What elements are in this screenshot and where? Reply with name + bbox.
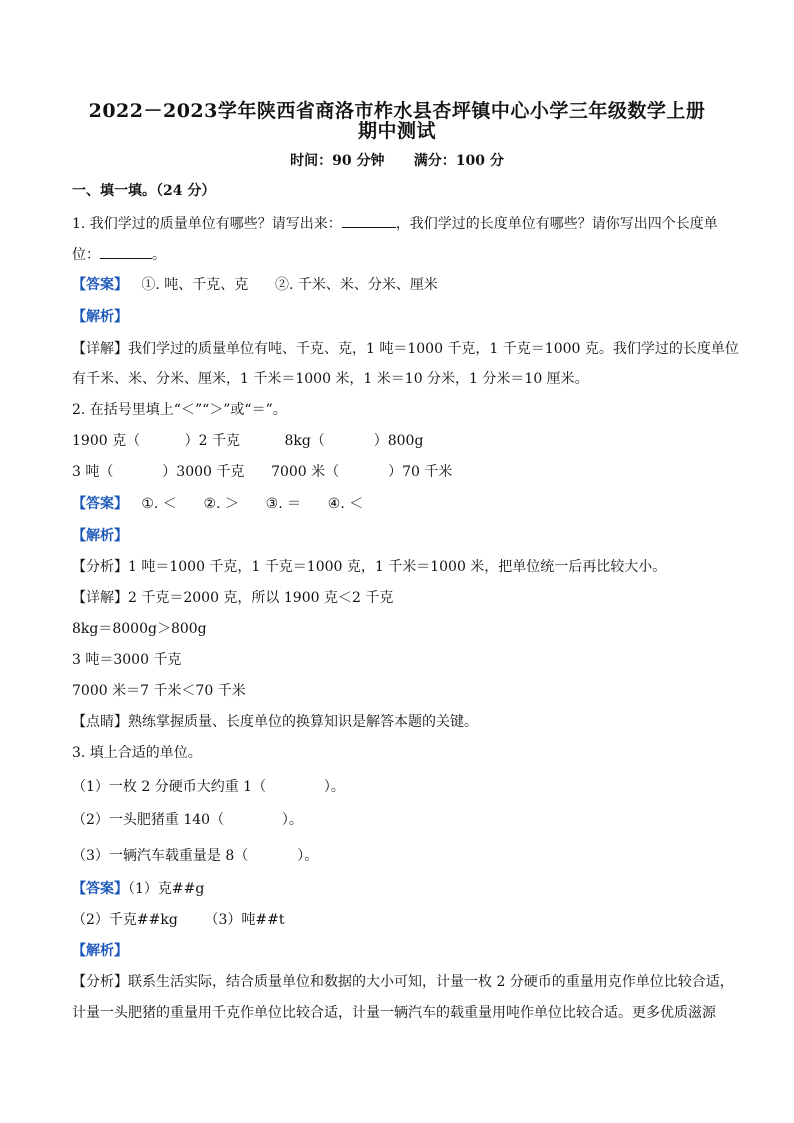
q2-analysis	[72, 527, 732, 545]
section-heading: 一、填一填。（24 分）	[72, 183, 216, 199]
answer-tag: 【答案】	[72, 881, 128, 897]
q2-answer	[72, 495, 732, 513]
q3-answer-line-1	[72, 880, 732, 898]
fenxi-tag: 【分析】	[72, 559, 128, 575]
q3-answer-line-2: （2）千克##kg （3）吨##t	[72, 912, 285, 928]
q1-detail-line-1	[72, 340, 739, 358]
analysis-tag: 【解析】	[72, 309, 128, 325]
q3-item-3: （3）一辆汽车载重量是 8（ ）。	[72, 848, 319, 864]
q2-detail-line-4: 7000 米＝7 千米＜70 千米	[72, 683, 246, 699]
q2-detail-text-1: 2 千克＝2000 克，所以 1900 克＜2 千克	[128, 590, 394, 606]
q3-fenxi-line-1	[72, 973, 732, 991]
q1-text-d: 。	[152, 247, 166, 263]
q2-answer-text: ①. ＜ ②. ＞ ③. ＝ ④. ＜	[128, 496, 364, 512]
question-3-text: 3. 填上合适的单位。	[72, 745, 202, 761]
analysis-tag: 【解析】	[72, 528, 128, 544]
q1-answer-text: ①. 吨、千克、克 ②. 千米、米、分米、厘米	[128, 277, 438, 293]
q2-detail-line-1	[72, 589, 732, 607]
q1-text-a: 1. 我们学过的质量单位有哪些？请写出来：	[72, 216, 342, 232]
q3-item-1: （1）一枚 2 分硬币大约重 1（ ）。	[72, 779, 345, 795]
question-1-line-2	[72, 244, 732, 264]
q3-answer-text-1: （1）克##g	[128, 881, 205, 897]
answer-tag: 【答案】	[72, 496, 128, 512]
exam-meta: 时间：90 分钟 满分：100 分	[290, 153, 504, 169]
q2-row-2: 3 吨（ ）3000 千克 7000 米（ ）70 千米	[72, 464, 453, 480]
q2-detail-line-3: 3 吨＝3000 千克	[72, 652, 182, 668]
q1-detail-line-2: 有千米、米、分米、厘米，1 千米＝1000 米，1 米＝10 分米，1 分米＝10 厘米。	[72, 371, 589, 387]
detail-tag: 【详解】	[72, 590, 128, 606]
q1-analysis	[72, 308, 732, 326]
question-1-line-1	[72, 213, 732, 233]
q1-answer	[72, 276, 732, 294]
q3-item-2: （2）一头肥猪重 140（ ）。	[72, 812, 303, 828]
dianjing-tag: 【点睛】	[72, 714, 128, 730]
detail-tag: 【详解】	[72, 341, 128, 357]
q2-dianjing	[72, 713, 732, 731]
q1-text-b: ，我们学过的长度单位有哪些？请你写出四个长度单	[395, 216, 718, 232]
q2-dianjing-text: 熟练掌握质量、长度单位的换算知识是解答本题的关键。	[128, 714, 478, 730]
answer-tag: 【答案】	[72, 277, 128, 293]
doc-title-line-2: 期中测试	[357, 120, 436, 142]
answer-blank	[100, 244, 152, 259]
q3-fenxi-line-2: 计量一头肥猪的重量用千克作单位比较合适，计量一辆汽车的载重量用吨作单位比较合适。更多优质滋源	[72, 1005, 716, 1021]
answer-blank	[342, 213, 396, 228]
analysis-tag: 【解析】	[72, 943, 128, 959]
q3-fenxi-text-1: 联系生活实际，结合质量单位和数据的大小可知，计量一枚 2 分硬币的重量用克作单位比较合适，	[128, 974, 734, 990]
q3-analysis	[72, 942, 732, 960]
question-2-text: 2. 在括号里填上“＜”“＞”或“＝”。	[72, 402, 287, 418]
q2-fenxi	[72, 558, 732, 576]
q2-detail-line-2: 8kg＝8000g＞800g	[72, 621, 207, 637]
q1-text-c: 位：	[72, 247, 100, 263]
q2-fenxi-text: 1 吨＝1000 千克，1 千克＝1000 克，1 千米＝1000 米，把单位统一后再比较大小。	[128, 559, 667, 575]
q1-detail-text-1: 我们学过的质量单位有吨、千克、克，1 吨＝1000 千克，1 千克＝1000 克。我们学过的长度单位	[128, 341, 739, 357]
q2-row-1: 1900 克（ ）2 千克 8kg（ ）800g	[72, 433, 424, 449]
doc-title-line-1: 2022－2023学年陕西省商洛市柞水县杏坪镇中心小学三年级数学上册	[88, 100, 706, 122]
fenxi-tag: 【分析】	[72, 974, 128, 990]
